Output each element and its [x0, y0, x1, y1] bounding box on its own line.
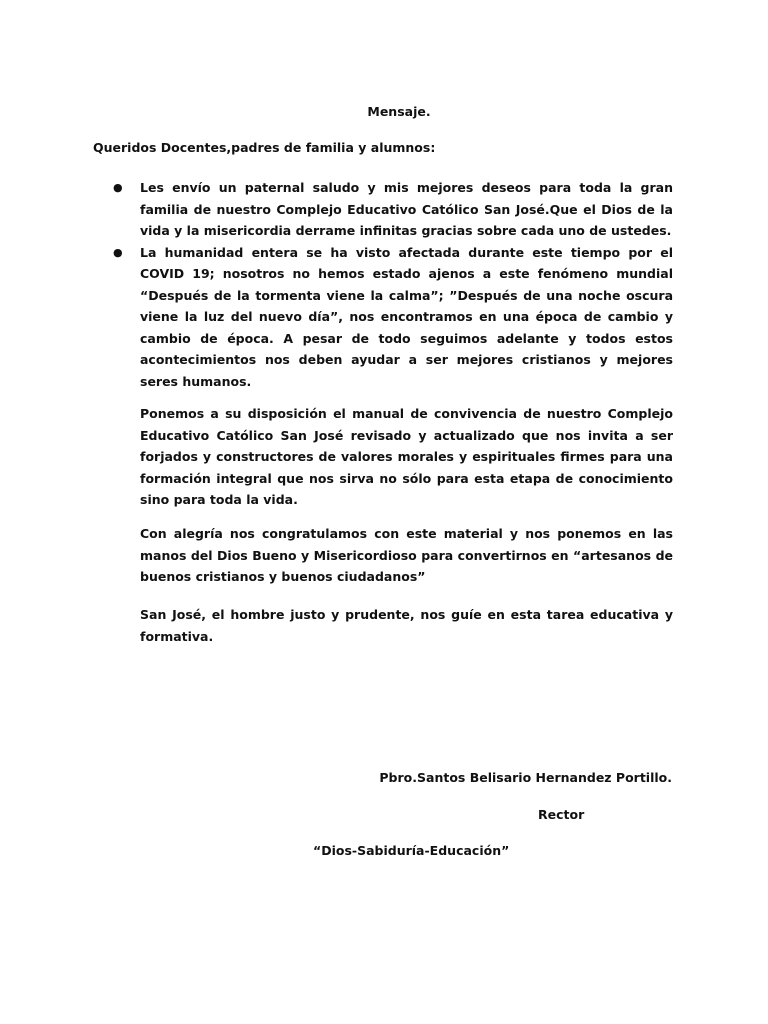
motto: “Dios-Sabiduría-Educación” — [313, 843, 510, 858]
bullet-item — [113, 242, 673, 393]
paragraph-blessing: San José, el hombre justo y prudente, nos guíe en esta tarea educativa y formativa. — [140, 607, 673, 644]
signature-name: Pbro.Santos Belisario Hernandez Portillo. — [379, 770, 672, 785]
salutation: Queridos Docentes,padres de familia y alumnos: — [93, 140, 436, 155]
paragraph-congratulations: Con alegría nos congratulamos con este material y nos ponemos en las manos del Dios Bueno y Misericordioso para convertirnos en “artesanos de buenos cristianos y buenos ciudadanos” — [140, 526, 673, 584]
bullet-text: Les envío un paternal saludo y mis mejores deseos para toda la gran familia de nuestro Complejo Educativo Católico San José.Que el Dios de la vida y la misericordia derrame infinitas gracias sobre cada uno de ustedes. — [140, 180, 673, 238]
paragraph-manual: Ponemos a su disposición el manual de convivencia de nuestro Complejo Educativo Católico San José revisado y actualizado que nos invita a ser forjados y constructores de valores morales y espirituales firmes para una formación integral que nos sirva no sólo para esta etapa de conocimiento sino para toda la vida. — [140, 406, 673, 507]
bullet-dot-icon: ● — [113, 181, 123, 194]
bullet-dot-icon: ● — [113, 245, 123, 259]
bullet-item — [113, 177, 673, 242]
bullet-text: La humanidad entera se ha visto afectada durante este tiempo por el COVID 19; nosotros no hemos estado ajenos a este fenómeno mundial “Después de la tormenta viene la calma”; ”Después de una noche oscura viene la luz del nuevo día”, nos encontramos en una época de cambio y cambio de época. A pesar de todo seguimos adelante y todos estos acontecimientos nos deben ayudar a ser mejores cristianos y mejores seres humanos. — [140, 244, 673, 389]
signature-role: Rector — [538, 807, 585, 822]
document-title: Mensaje. — [367, 104, 431, 119]
bullet-list — [113, 177, 673, 392]
